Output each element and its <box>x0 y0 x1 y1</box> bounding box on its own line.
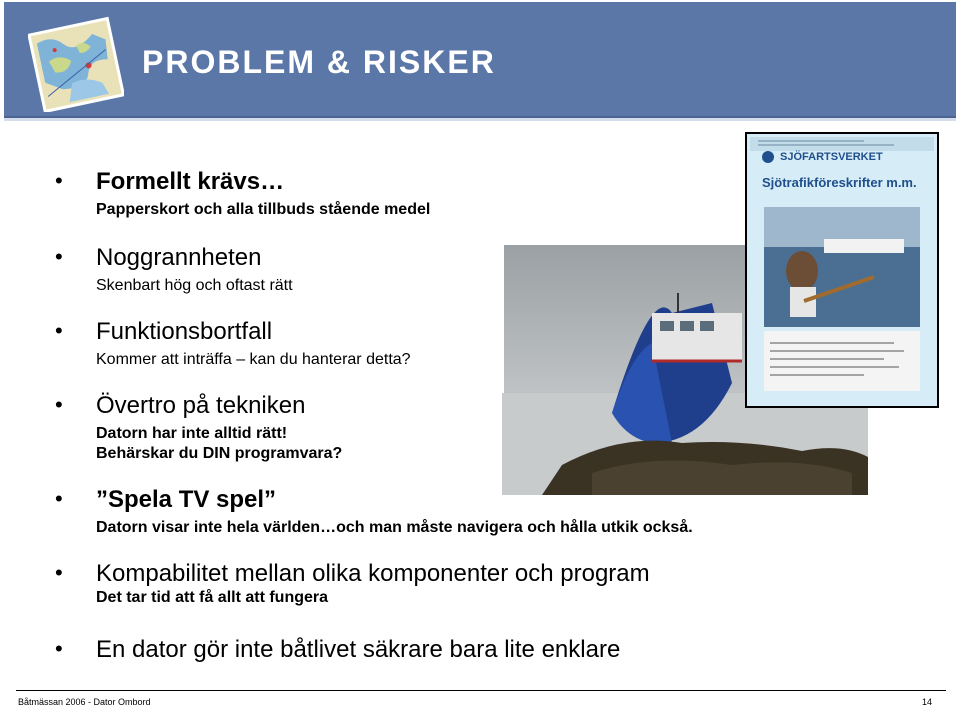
booklet-cover <box>744 131 940 409</box>
bullet-subtext: Datorn har inte alltid rätt! <box>96 425 288 442</box>
bullet-heading: En dator gör inte båtlivet säkrare bara lite enklare <box>96 636 621 663</box>
booklet-org-label: SJÖFARTSVERKET <box>780 151 883 163</box>
bullet-dot-icon: • <box>55 486 63 511</box>
bullet-heading: Formellt krävs… <box>96 168 285 195</box>
bullet-dot-icon: • <box>55 244 63 269</box>
bullet-heading: ”Spela TV spel” <box>96 486 277 513</box>
bullet-dot-icon: • <box>55 392 63 417</box>
title-bar <box>4 2 956 118</box>
bullet-heading: Övertro på tekniken <box>96 392 306 419</box>
footer-divider <box>16 690 946 691</box>
slide-header <box>0 0 960 120</box>
slide-title: PROBLEM & RISKER <box>142 44 496 80</box>
bullet-subtext: Papperskort och alla tillbuds stående medel <box>96 201 431 218</box>
bullet-dot-icon: • <box>55 636 63 661</box>
booklet-cover-image <box>744 131 940 409</box>
footer-text: Båtmässan 2006 - Dator Ombord <box>18 697 151 707</box>
bullet-subtext: Skenbart hög och oftast rätt <box>96 277 293 294</box>
page-number: 14 <box>922 697 933 707</box>
bullet-subtext: Datorn visar inte hela världen…och man måste navigera och hålla utkik också. <box>96 519 693 536</box>
bullet-subtext: Behärskar du DIN programvara? <box>96 445 343 462</box>
nautical-chart-image <box>28 16 124 112</box>
bullet-heading: Kompabilitet mellan olika komponenter och program <box>96 560 650 587</box>
bullet-dot-icon: • <box>55 318 63 343</box>
bullet-heading: Funktionsbortfall <box>96 318 273 345</box>
bullet-dot-icon: • <box>55 560 63 585</box>
booklet-title: Sjötrafikföreskrifter m.m. <box>762 175 917 190</box>
bullet-dot-icon: • <box>55 168 63 193</box>
bullet-subtext: Kommer att inträffa – kan du hanterar detta? <box>96 351 411 368</box>
bullet-heading: Noggrannheten <box>96 244 262 271</box>
bullet-subtext: Det tar tid att få allt att fungera <box>96 589 329 606</box>
